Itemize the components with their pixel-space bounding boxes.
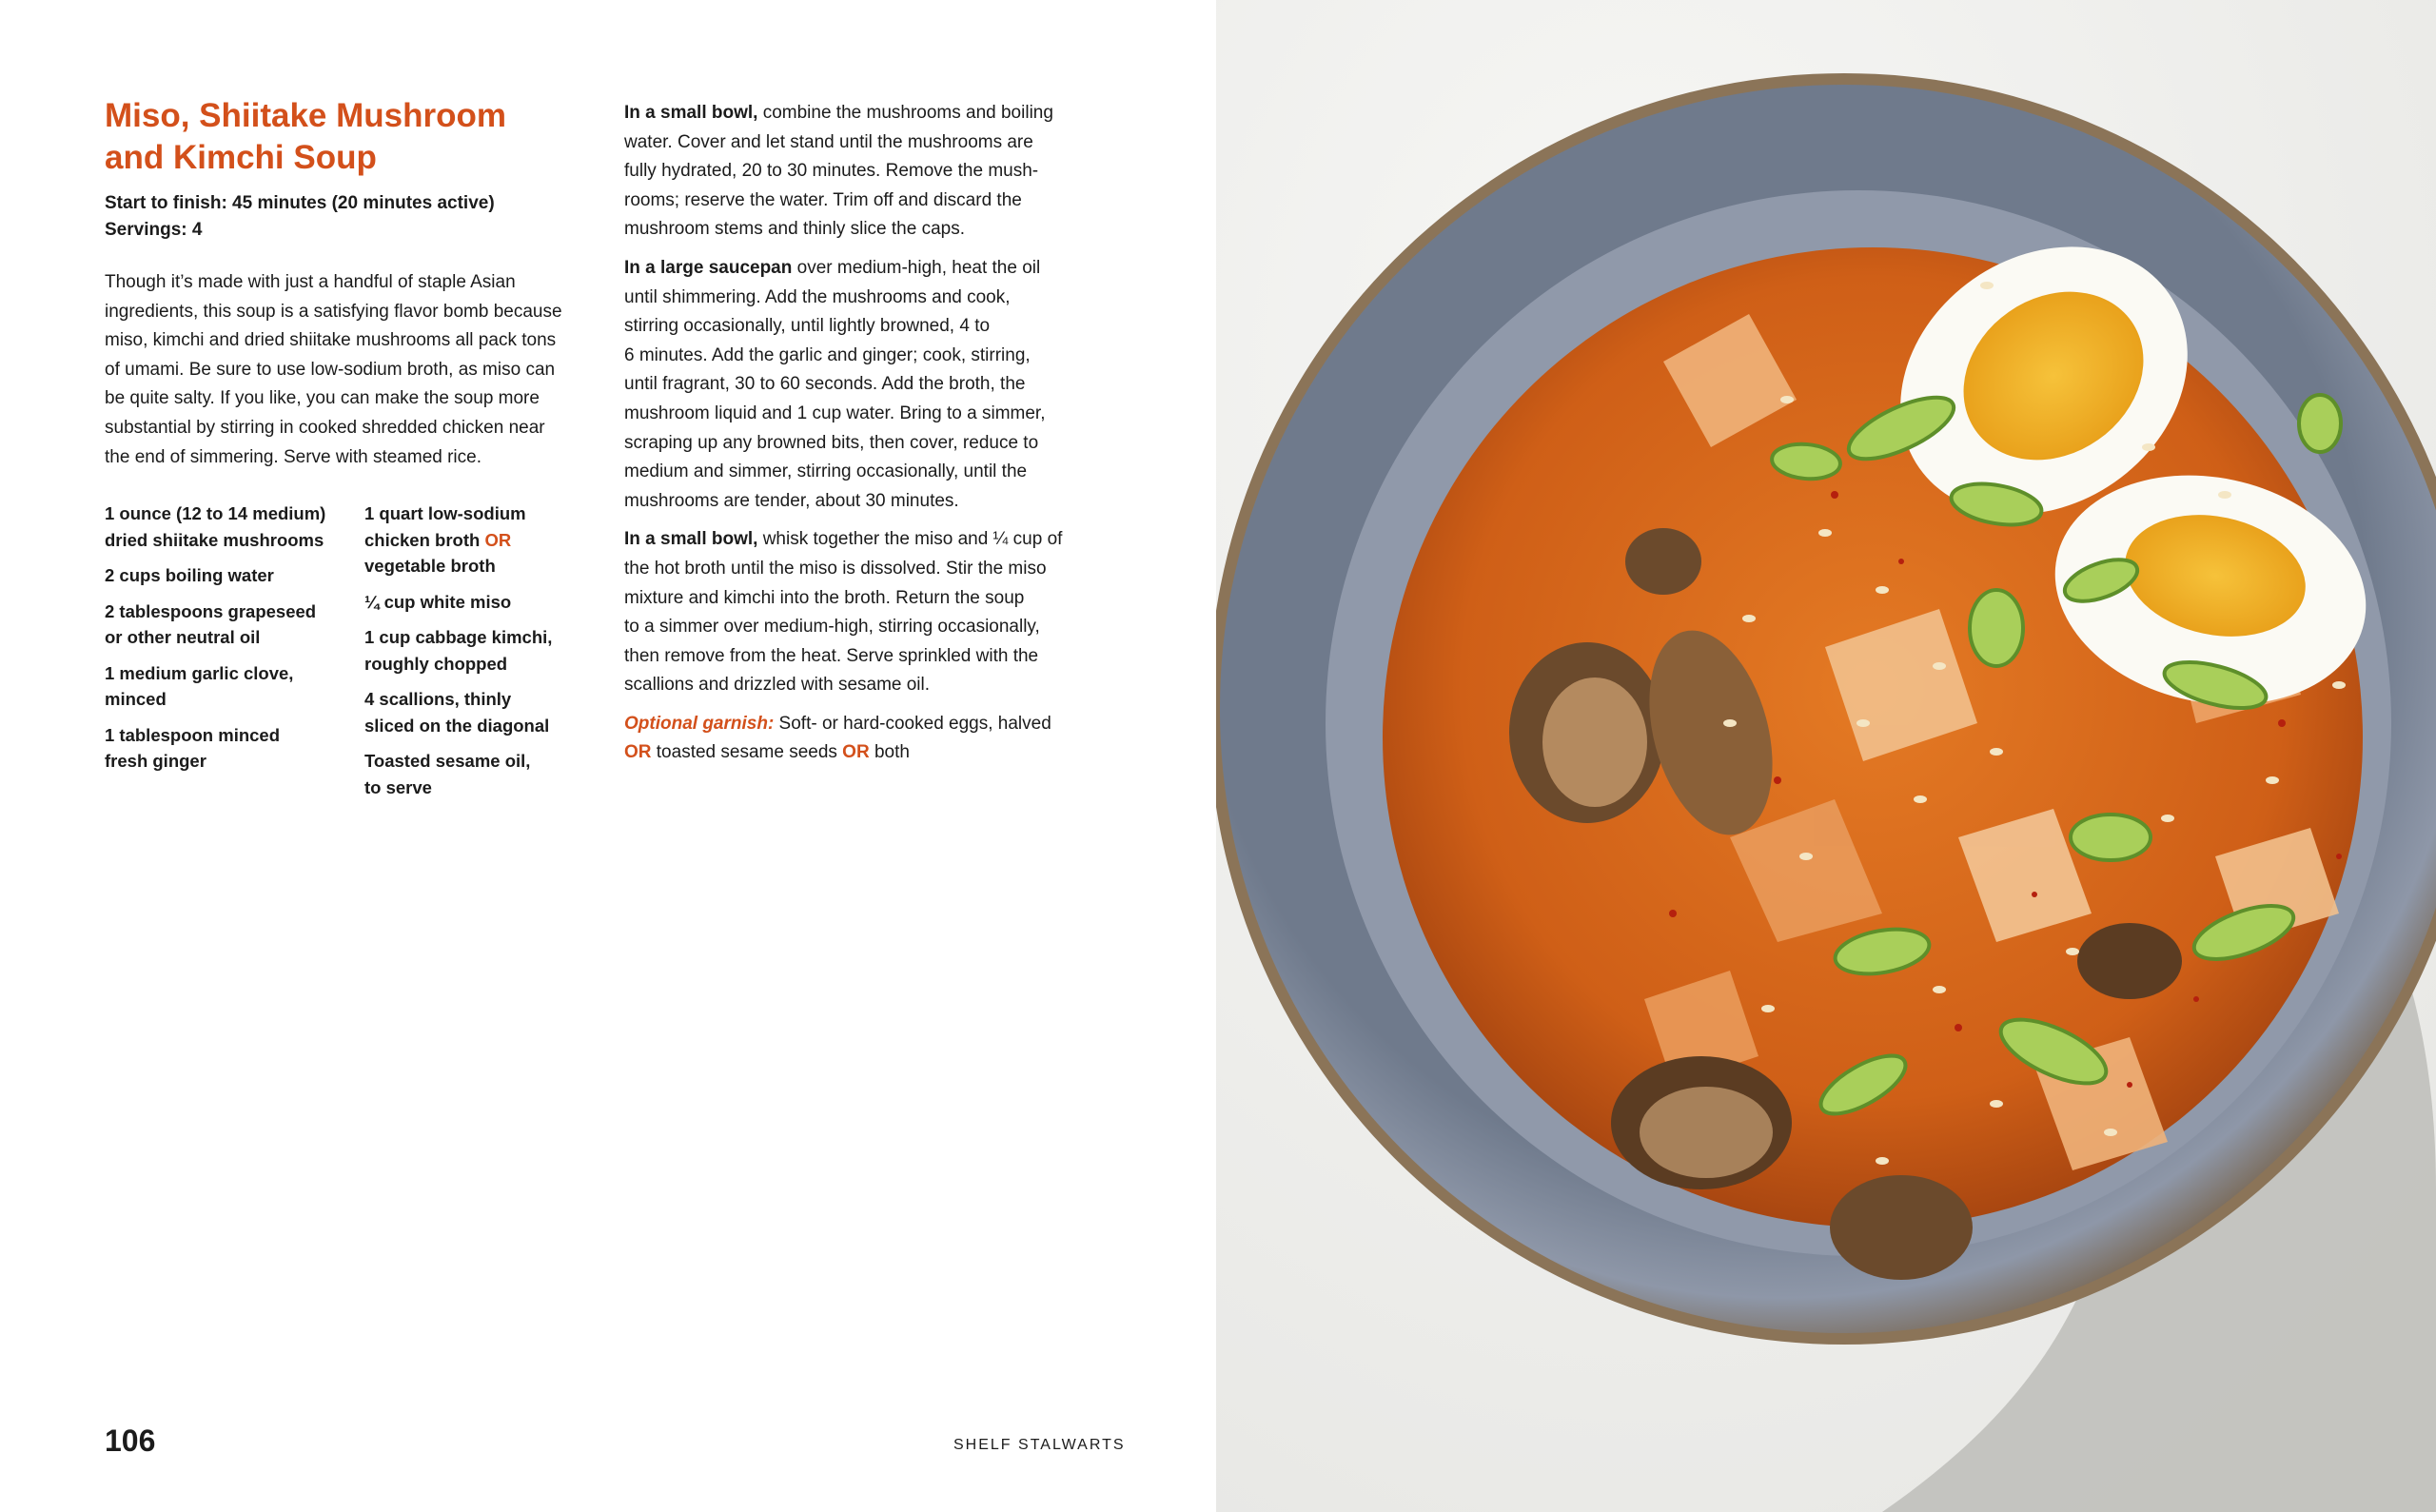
intro-line: of umami. Be sure to use low-sodium broth, as miso can [105, 359, 556, 380]
ingredient-line: 4 scallions, thinly [364, 689, 512, 709]
optional-garnish [624, 710, 1119, 768]
ingredient-item [364, 686, 602, 738]
ingredient-line: 2 cups boiling water [105, 565, 274, 585]
step-text: combine the mushrooms and boiling [757, 103, 1053, 123]
ingredient-item [364, 501, 602, 579]
ingredient-item [105, 501, 343, 553]
ingredient-line: ¼ cup white miso [364, 591, 512, 612]
step-line: until shimmering. Add the mushrooms and cook, [624, 286, 1011, 307]
step-line [624, 254, 1119, 284]
running-head: SHELF STALWARTS [953, 1437, 1126, 1453]
recipe-title-line: Miso, Shiitake Mushroom [105, 97, 506, 134]
recipe-title [105, 95, 638, 179]
intro-line: Though it’s made with just a handful of staple Asian [105, 272, 516, 292]
ingredient-line: 1 cup cabbage kimchi, [364, 627, 553, 647]
step-lead: In a large saucepan [624, 257, 793, 278]
step-line: until fragrant, 30 to 60 seconds. Add the broth, the [624, 374, 1026, 395]
intro-line: the end of simmering. Serve with steamed rice. [105, 446, 482, 467]
step-line: mixture and kimchi into the broth. Return the soup [624, 587, 1025, 608]
step-line: scraping up any browned bits, then cover, reduce to [624, 432, 1039, 453]
intro-line: ingredients, this soup is a satisfying flavor bomb because [105, 301, 562, 322]
step-3 [624, 525, 1119, 700]
garnish-text: both [869, 742, 910, 763]
step-line: fully hydrated, 20 to 30 minutes. Remove the mush- [624, 161, 1039, 182]
ingredient-item [364, 624, 602, 677]
soup-bowl-illustration [1216, 0, 2436, 1512]
ingredient-item [364, 748, 602, 800]
garnish-label: Optional garnish: [624, 713, 775, 734]
step-line: then remove from the heat. Serve sprinkled with the [624, 645, 1039, 666]
ingredient-item [105, 599, 343, 651]
ingredients-column-1 [105, 501, 343, 784]
step-line: rooms; reserve the water. Trim off and discard the [624, 189, 1022, 210]
ingredient-line: fresh ginger [105, 751, 206, 771]
step-line [624, 738, 1119, 768]
step-line: to a simmer over medium-high, stirring occasionally, [624, 617, 1040, 638]
ingredient-item [105, 722, 343, 775]
or-connector: OR [484, 529, 512, 550]
step-2 [624, 254, 1119, 516]
soup-photo [1216, 0, 2436, 1512]
step-line [624, 525, 1119, 555]
ingredient-line: 2 tablespoons grapeseed [105, 600, 317, 621]
step-line: 6 minutes. Add the garlic and ginger; cook, stirring, [624, 344, 1031, 365]
ingredient-item [364, 589, 602, 616]
garnish-text: toasted sesame seeds [651, 742, 843, 763]
step-text: over medium-high, heat the oil [792, 257, 1041, 278]
step-line: medium and simmer, stirring occasionally, until the [624, 461, 1028, 482]
step-1 [624, 99, 1119, 245]
recipe-steps [624, 99, 1119, 777]
ingredients-column-2 [364, 501, 602, 810]
step-line: mushroom stems and thinly slice the caps. [624, 219, 965, 240]
ingredient-line: dried shiitake mushrooms [105, 529, 324, 550]
ingredient-item [105, 660, 343, 713]
recipe-page [0, 0, 1216, 1512]
step-line: water. Cover and let stand until the mushrooms are [624, 131, 1033, 152]
ingredient-line: 1 quart low-sodium [364, 503, 526, 523]
step-line: mushroom liquid and 1 cup water. Bring to a simmer, [624, 403, 1046, 423]
ingredient-line: vegetable broth [364, 556, 496, 576]
step-line: stirring occasionally, until lightly browned, 4 to [624, 316, 991, 337]
step-line [624, 710, 1119, 739]
intro-line: be quite salty. If you like, you can make the soup more [105, 388, 540, 409]
ingredient-line: or other neutral oil [105, 627, 261, 647]
start-to-finish: Start to finish: 45 minutes (20 minutes active) [105, 193, 495, 213]
servings: Servings: 4 [105, 220, 203, 240]
step-lead: In a small bowl, [624, 103, 758, 123]
step-text: whisk together the miso and ¼ cup of [757, 529, 1063, 550]
garnish-text: Soft- or hard-cooked eggs, halved [774, 713, 1051, 734]
recipe-meta [105, 190, 495, 244]
step-line: scallions and drizzled with sesame oil. [624, 675, 931, 696]
ingredient-line: Toasted sesame oil, [364, 751, 531, 771]
step-line [624, 99, 1119, 128]
page-number: 106 [105, 1424, 156, 1458]
ingredient-item [105, 562, 343, 589]
step-lead: In a small bowl, [624, 529, 758, 550]
ingredient-line: to serve [364, 776, 432, 797]
step-line: the hot broth until the miso is dissolved. Stir the miso [624, 558, 1047, 579]
ingredient-text: chicken broth [364, 529, 481, 550]
ingredient-line [364, 527, 602, 554]
ingredient-line: roughly chopped [364, 653, 508, 674]
ingredient-line: 1 medium garlic clove, [105, 662, 294, 683]
ingredient-line: 1 tablespoon minced [105, 724, 281, 745]
recipe-intro [105, 268, 609, 472]
intro-line: miso, kimchi and dried shiitake mushrooms all pack tons [105, 330, 557, 351]
or-connector: OR [624, 742, 652, 763]
ingredient-line: minced [105, 689, 167, 709]
ingredient-line: sliced on the diagonal [364, 715, 550, 736]
recipe-title-line: and Kimchi Soup [105, 139, 377, 176]
intro-line: substantial by stirring in cooked shredded chicken near [105, 417, 545, 438]
ingredient-line: 1 ounce (12 to 14 medium) [105, 503, 326, 523]
step-line: mushrooms are tender, about 30 minutes. [624, 490, 959, 511]
or-connector: OR [842, 742, 870, 763]
